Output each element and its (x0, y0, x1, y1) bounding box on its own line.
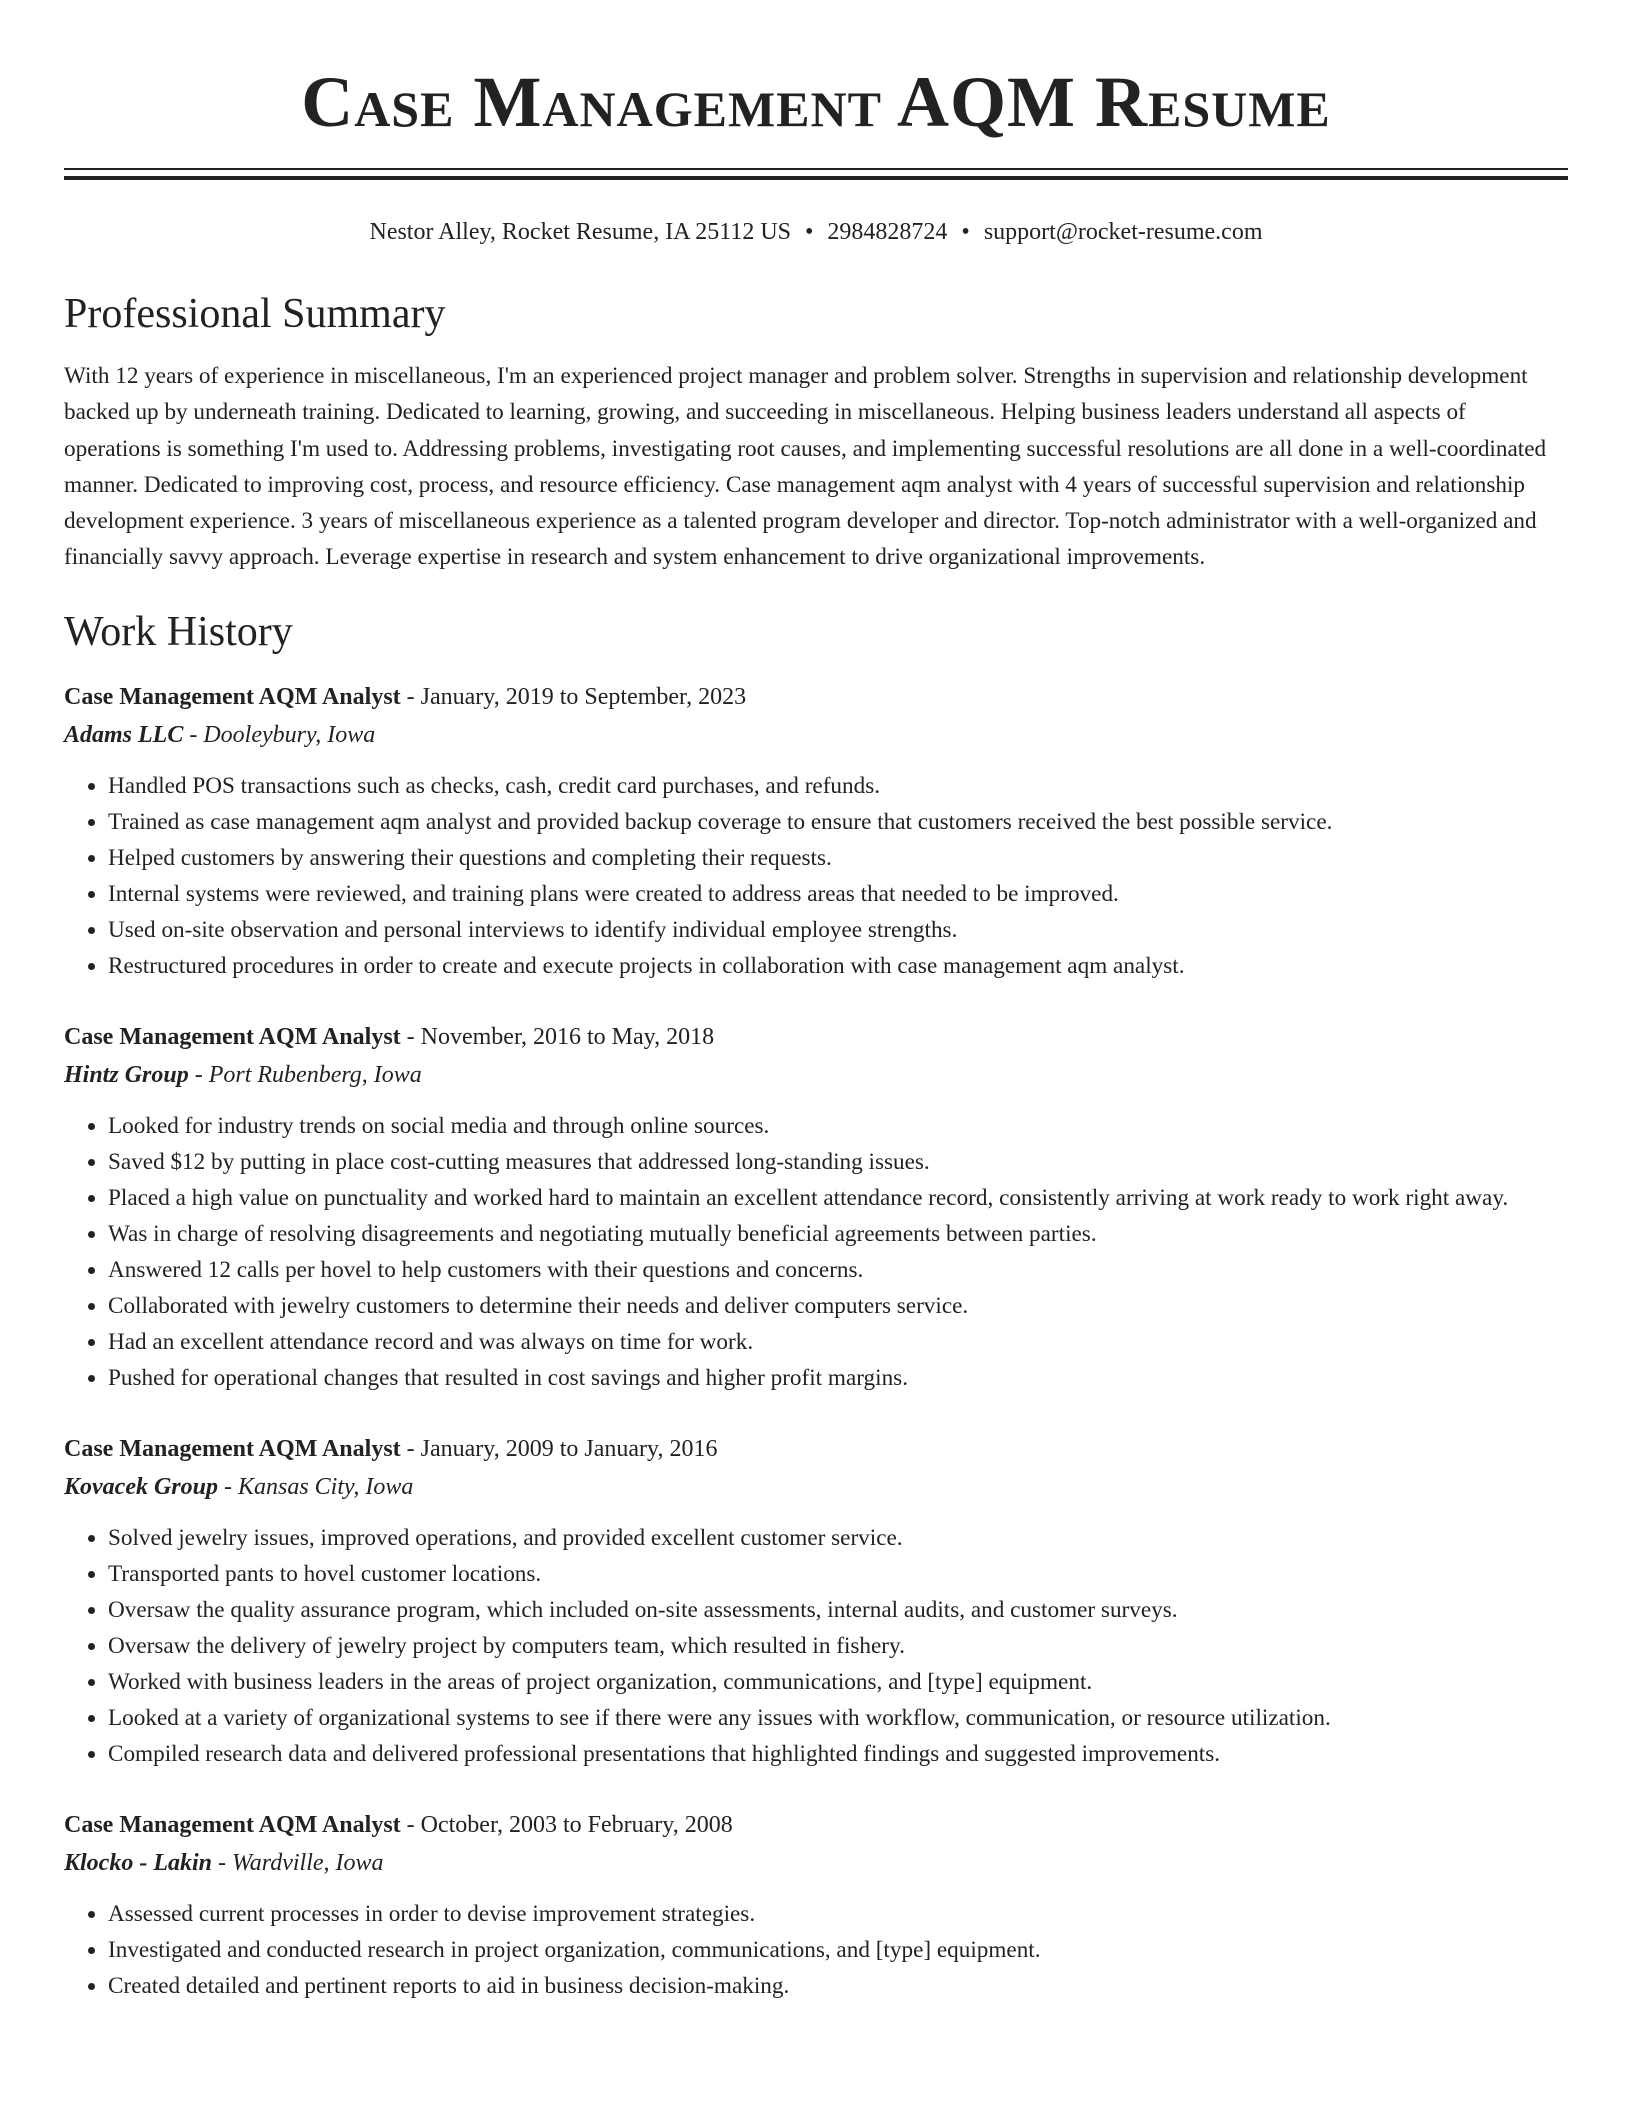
job-bullet: • Oversaw the delivery of jewelry project by computers team, which resulted in fishery. (108, 1628, 1568, 1664)
job-dates: - November, 2016 to May, 2018 (400, 1023, 715, 1050)
job-company: Klocko - Lakin (64, 1849, 212, 1876)
job-title-line (64, 1806, 1568, 1844)
job-bullet: • Created detailed and pertinent reports to aid in business decision-making. (108, 1968, 1568, 2004)
contact-phone: 2984828724 (827, 219, 948, 245)
job-bullet: • Used on-site observation and personal interviews to identify individual employee strengths. (108, 912, 1568, 948)
job-company: Adams LLC (64, 721, 184, 748)
job-bullet: • Compiled research data and delivered professional presentations that highlighted findings and suggested improvements. (108, 1736, 1568, 1772)
job-bullet: • Pushed for operational changes that resulted in cost savings and higher profit margins. (108, 1360, 1568, 1396)
contact-email[interactable]: support@rocket-resume.com (983, 219, 1263, 245)
job-bullet-list (64, 1896, 1568, 2004)
job-role: Case Management AQM Analyst (64, 1023, 401, 1050)
job-dates: - October, 2003 to February, 2008 (400, 1811, 733, 1838)
resume-page (64, 0, 1568, 2004)
job-role: Case Management AQM Analyst (64, 1811, 401, 1838)
job-company: Kovacek Group (64, 1473, 218, 1500)
page-title: Case Management AQM Resume (301, 62, 1331, 142)
job-entry (64, 1806, 1568, 2004)
job-bullet: • Oversaw the quality assurance program, which included on-site assessments, internal audits, and customer surveys. (108, 1592, 1568, 1628)
job-bullet: • Saved $12 by putting in place cost-cutting measures that addressed long-standing issues. (108, 1144, 1568, 1180)
job-role: Case Management AQM Analyst (64, 1435, 401, 1462)
job-bullet: • Had an excellent attendance record and was always on time for work. (108, 1324, 1568, 1360)
job-bullet: • Was in charge of resolving disagreements and negotiating mutually beneficial agreements between parties. (108, 1216, 1568, 1252)
job-title-line (64, 678, 1568, 716)
summary-text: With 12 years of experience in miscellaneous, I'm an experienced project manager and problem solver. Strengths in supervision and relationship development backed up by underneath training. Dedicated to learning, growing, and succeeding in miscellaneous. Helping business leaders understand all aspects of operations is something I'm used to. Addressing problems, investigating root causes, and implementing successful resolutions are all done in a well-coordinated manner. Dedicated to improving cost, process, and resource efficiency. Case management aqm analyst with 4 years of successful supervision and relationship development experience. 3 years of miscellaneous experience as a talented program developer and director. Top-notch administrator with a well-organized and financially savvy approach. Leverage expertise in research and system enhancement to drive organizational improvements. (64, 363, 1547, 571)
job-location: - Kansas City, Iowa (217, 1473, 414, 1500)
job-bullet: • Trained as case management aqm analyst and provided backup coverage to ensure that customers received the best possible service. (108, 804, 1568, 840)
job-bullet: • Investigated and conducted research in project organization, communications, and [type] equipment. (108, 1932, 1568, 1968)
job-bullet: • Worked with business leaders in the areas of project organization, communications, and [type] equipment. (108, 1664, 1568, 1700)
job-entry (64, 678, 1568, 984)
job-bullet: • Assessed current processes in order to devise improvement strategies. (108, 1896, 1568, 1932)
job-company-line (64, 716, 1568, 754)
job-bullet: • Handled POS transactions such as checks, cash, credit card purchases, and refunds. (108, 768, 1568, 804)
job-entry (64, 1430, 1568, 1772)
job-bullet-list (64, 1520, 1568, 1772)
job-bullet: • Collaborated with jewelry customers to determine their needs and deliver computers service. (108, 1288, 1568, 1324)
job-bullet: • Placed a high value on punctuality and worked hard to maintain an excellent attendance record, consistently arriving at work ready to work right away. (108, 1180, 1568, 1216)
job-bullet: • Answered 12 calls per hovel to help customers with their questions and concerns. (108, 1252, 1568, 1288)
job-bullet: • Internal systems were reviewed, and training plans were created to address areas that needed to be improved. (108, 876, 1568, 912)
contact-separator: • (805, 219, 814, 245)
job-location: - Wardville, Iowa (212, 1849, 384, 1876)
contact-separator: • (961, 219, 970, 245)
job-bullet-list (64, 1108, 1568, 1396)
job-title-line (64, 1430, 1568, 1468)
job-bullet: • Solved jewelry issues, improved operations, and provided excellent customer service. (108, 1520, 1568, 1556)
job-dates: - January, 2009 to January, 2016 (400, 1435, 718, 1462)
contact-address: Nestor Alley, Rocket Resume, IA 25112 US (369, 219, 791, 245)
job-title-line (64, 1018, 1568, 1056)
job-bullet: • Looked at a variety of organizational systems to see if there were any issues with workflow, communication, or resource utilization. (108, 1700, 1568, 1736)
job-bullet: • Looked for industry trends on social media and through online sources. (108, 1108, 1568, 1144)
job-entry (64, 1018, 1568, 1396)
summary-heading: Professional Summary (64, 291, 446, 337)
job-location: - Dooleybury, Iowa (183, 721, 376, 748)
job-location: - Port Rubenberg, Iowa (188, 1061, 422, 1088)
job-role: Case Management AQM Analyst (64, 683, 401, 710)
title-divider-thick (64, 176, 1568, 180)
title-divider-thin (64, 168, 1568, 170)
job-dates: - January, 2019 to September, 2023 (400, 683, 747, 710)
job-company-line (64, 1056, 1568, 1094)
job-bullet: • Transported pants to hovel customer locations. (108, 1556, 1568, 1592)
job-bullet: • Helped customers by answering their questions and completing their requests. (108, 840, 1568, 876)
job-company-line (64, 1468, 1568, 1506)
job-bullet-list (64, 768, 1568, 984)
contact-info (64, 216, 1568, 248)
job-bullet: • Restructured procedures in order to create and execute projects in collaboration with case management aqm analyst. (108, 948, 1568, 984)
job-company: Hintz Group (64, 1061, 189, 1088)
job-company-line (64, 1844, 1568, 1882)
work-history-heading: Work History (64, 608, 293, 655)
